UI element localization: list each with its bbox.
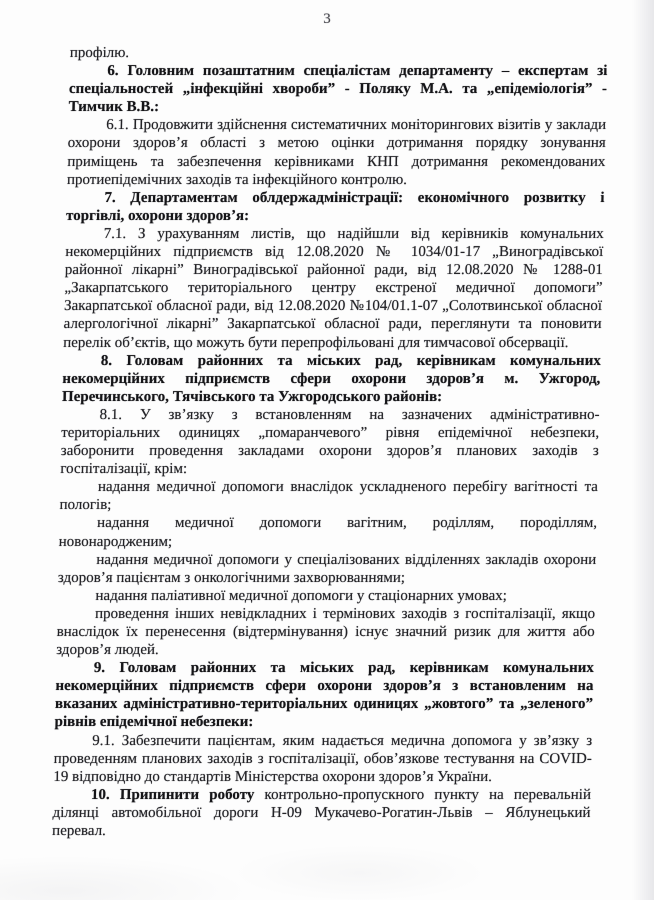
para-8-bold-text: 8. Головам районних та міських рад, керівникам комунальних некомерційних підприємств сфери охорони здоров’я м. Ужгород, Перечинського, Тячівського та Ужгородського районів: xyxy=(61,352,601,405)
para-9-1-text: 9.1. Забезпечити пацієнтам, яким надається медична допомога у зв’язку з проведенням планових заходів з госпіталізації, обов’язкове тестування на COVID-19 відповідно до стандартів Міністерства охорони здоров’я України. xyxy=(53,732,593,785)
para-8-1-text: 8.1. У зв’язку з встановленням на зазначених адміністративно-територіальних одиницях „помаранчевого” рівня епідемічної небезпеки, заборонити проведення закладами охорони здоров’я планових заходів з госпіталізації, крім: xyxy=(60,406,600,478)
para-profile-continuation xyxy=(70,44,608,62)
para-7-1-text: 7.1. З урахуванням листів, що надійшли від керівників комунальних некомерційних підприємств від 12.08.2020 № 1034/01-17 „Виноградівської районної лікарні” Виноградівської районної ради, від 12.08.2020 № 1288-01 „Закарпатського територіального центру екстреної медичної допомоги” Закарпатської обласної ради, від 12.08.2020 №104/01.1-07 „Солотвинської обласної алергологічної лікарні” Закарпатської обласної ради, переглянути та поновити перелік об’єктів, що можуть бути перепрофільовані для тимчасової обсервації. xyxy=(63,225,604,351)
para-6 xyxy=(68,62,607,116)
para-8-1-exception-1 xyxy=(59,478,598,514)
para-8-1-exception-3-text: надання медичної допомоги у спеціалізованих відділеннях закладів охорони здоров’я пацієнтам з онкологічними захворюваннями; xyxy=(57,551,597,586)
para-6-1 xyxy=(67,116,607,188)
para-9 xyxy=(54,659,594,731)
para-10 xyxy=(52,786,591,840)
para-6-bold-text: 6. Головним позаштатним спеціалістам департаменту – експертам зі спеціальностей „інфекційні хвороби” - Поляку М.А. та „епідеміологія” - Тимчик В.В.: xyxy=(68,63,608,116)
para-profile-continuation-text: профілю. xyxy=(69,45,130,61)
para-8 xyxy=(62,352,601,406)
para-8-1-exception-4-text: надання паліативної медичної допомоги у стаціонарних умовах; xyxy=(95,587,508,604)
page-number: 3 xyxy=(323,11,331,27)
para-10-text: контрольно-пропускного пункту на перевальній ділянці автомобільної дороги Н-09 Мукачево-Рогатин-Львів – Яблунецький перевал. xyxy=(51,786,592,840)
para-9-bold-text: 9. Головам районних та міських рад, керівникам комунальних некомерційних підприємств сфери охорони здоров’я з встановленим на вказаних адміністративно-територіальних одиницях „жовтого” та „зеленого” рівнів епідемічної небезпеки: xyxy=(54,660,595,731)
para-8-1-exception-2-text: надання медичної допомоги вагітним, роділлям, породіллям, новонародженим; xyxy=(58,515,598,550)
para-7 xyxy=(66,189,605,225)
para-8-1 xyxy=(60,406,600,478)
para-8-1-exception-1-text: надання медичної допомоги внаслідок ускладненого перебігу вагітності та пологів; xyxy=(59,479,599,514)
para-8-1-exception-2 xyxy=(59,514,598,550)
para-8-1-exception-5-text: проведення інших невідкладних і термінових заходів з госпіталізації, якщо внаслідок їх перенесення (відтермінування) існує значний ризик для життя або здоров’я людей. xyxy=(56,605,596,659)
para-7-1 xyxy=(63,225,604,352)
para-9-1 xyxy=(53,732,592,786)
para-7-bold-text: 7. Департаментам облдержадміністрації: економічного розвитку і торгівлі, охорони здоров’я: xyxy=(65,189,605,224)
para-6-1-text: 6.1. Продовжити здійснення систематичних моніторингових візитів у заклади охорони здоров’я області з метою оцінки дотримання порядку зонування приміщень та забезпечення керівниками КНП дотримання рекомендованих протиепідемічних заходів та інфекційного контролю. xyxy=(66,117,607,188)
para-8-1-exception-4 xyxy=(57,587,595,605)
para-10-bold-text: 10. Припинити роботу xyxy=(90,786,265,803)
para-8-1-exception-3 xyxy=(58,551,597,587)
para-8-1-exception-5 xyxy=(56,605,595,659)
document-body xyxy=(52,44,608,840)
